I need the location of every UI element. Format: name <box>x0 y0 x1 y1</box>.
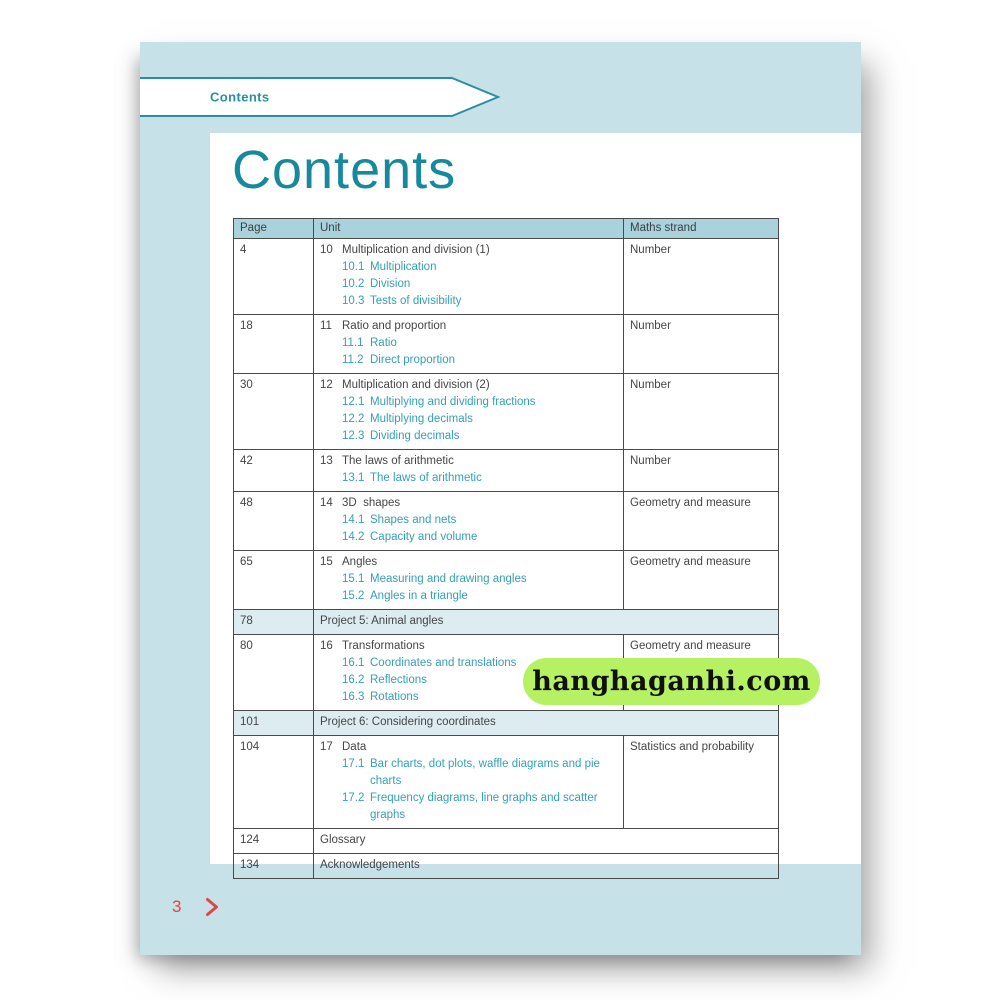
unit-number: 15 <box>320 556 333 568</box>
subsection-number: 12.3 <box>342 430 365 442</box>
subsection-line <box>342 411 617 428</box>
subsection-line <box>342 335 617 352</box>
strand-cell: Geometry and measure <box>624 492 779 551</box>
subsection-number: 13.1 <box>342 472 365 484</box>
contents-banner <box>140 77 502 117</box>
table-row <box>234 551 779 610</box>
subsection-label: Tests of divisibility <box>370 295 462 307</box>
subsection-line <box>342 276 617 293</box>
subsection-label: Dividing decimals <box>370 430 460 442</box>
toc-table <box>233 218 779 879</box>
subsection-number: 10.3 <box>342 295 365 307</box>
subsection-line <box>342 790 617 824</box>
page-cell: 134 <box>234 854 314 879</box>
subsection-label: Rotations <box>370 691 419 703</box>
unit-title: The laws of arithmetic <box>342 455 454 467</box>
subsection-number: 12.2 <box>342 413 365 425</box>
subsection-number: 11.1 <box>342 337 364 349</box>
content-area <box>210 133 861 871</box>
subsection-label: Measuring and drawing angles <box>370 573 527 585</box>
subsection-label: Capacity and volume <box>370 531 478 543</box>
page-cell: 78 <box>234 610 314 635</box>
page-cell: 104 <box>234 736 314 829</box>
project-cell: Project 5: Animal angles <box>314 610 779 635</box>
col-header-page: Page <box>234 219 314 239</box>
subsection-number: 15.2 <box>342 590 365 602</box>
strand-cell: Geometry and measure <box>624 551 779 610</box>
page-cell: 101 <box>234 711 314 736</box>
page-cell: 4 <box>234 239 314 315</box>
page-cell: 65 <box>234 551 314 610</box>
table-row <box>234 854 779 879</box>
watermark-text: hanghaganhi.com <box>532 666 811 697</box>
watermark-badge <box>523 658 820 705</box>
unit-title: Ratio and proportion <box>342 320 447 332</box>
subsection-label: Multiplying decimals <box>370 413 473 425</box>
subsection-line <box>342 470 617 487</box>
table-row <box>234 315 779 374</box>
unit-title: 3D shapes <box>342 497 401 509</box>
subsection-line <box>342 428 617 445</box>
strand-cell: Statistics and probability <box>624 736 779 829</box>
unit-number: 10 <box>320 244 333 256</box>
unit-title: Multiplication and division (1) <box>342 244 490 256</box>
subsection-line <box>342 529 617 546</box>
table-row <box>234 450 779 492</box>
pager <box>172 897 219 917</box>
subsection-line <box>342 756 617 790</box>
subsection-label: Coordinates and translations <box>370 657 517 669</box>
subsection-label: Direct proportion <box>370 354 456 366</box>
project-cell: Project 6: Considering coordinates <box>314 711 779 736</box>
unit-cell <box>314 374 624 450</box>
unit-title: Angles <box>342 556 378 568</box>
unit-title-line <box>320 242 617 259</box>
subsection-line <box>342 352 617 369</box>
unit-cell <box>314 239 624 315</box>
table-row <box>234 374 779 450</box>
table-row <box>234 610 779 635</box>
page-cell: 18 <box>234 315 314 374</box>
subsection-label: Shapes and nets <box>370 514 457 526</box>
col-header-strand: Maths strand <box>624 219 779 239</box>
unit-number: 13 <box>320 455 333 467</box>
page-cell: 80 <box>234 635 314 711</box>
subsection-number: 10.1 <box>342 261 365 273</box>
page-number: 3 <box>172 897 182 916</box>
table-row <box>234 736 779 829</box>
unit-title-line <box>320 377 617 394</box>
page-cell: 42 <box>234 450 314 492</box>
subsection-label: Bar charts, dot plots, waffle diagrams and pie charts <box>370 758 600 787</box>
unit-title-line <box>320 453 617 470</box>
subsection-line <box>342 394 617 411</box>
strand-cell: Number <box>624 239 779 315</box>
subsection-label: Division <box>370 278 411 290</box>
subsection-number: 16.1 <box>342 657 365 669</box>
subsection-label: Multiplication <box>370 261 437 273</box>
unit-number: 14 <box>320 497 333 509</box>
subsection-line <box>342 571 617 588</box>
subsection-number: 17.1 <box>342 758 365 770</box>
subsection-label: Multiplying and dividing fractions <box>370 396 536 408</box>
subsection-line <box>342 259 617 276</box>
page-cell: 48 <box>234 492 314 551</box>
subsection-label: Angles in a triangle <box>370 590 468 602</box>
subsection-line <box>342 588 617 605</box>
unit-cell <box>314 551 624 610</box>
unit-title-line <box>320 739 617 756</box>
subsection-number: 14.2 <box>342 531 365 543</box>
strand-cell: Number <box>624 315 779 374</box>
unit-number: 12 <box>320 379 333 391</box>
page-cell: 30 <box>234 374 314 450</box>
page-cell: 124 <box>234 829 314 854</box>
table-row <box>234 492 779 551</box>
strand-cell: Number <box>624 450 779 492</box>
subsection-number: 16.3 <box>342 691 365 703</box>
banner-ribbon-shape <box>140 77 502 117</box>
strand-cell: Geometry and measure <box>624 635 779 711</box>
book-page <box>140 42 861 955</box>
unit-number: 11 <box>320 320 332 332</box>
header-row <box>234 219 779 239</box>
subsection-line <box>342 512 617 529</box>
subsection-number: 16.2 <box>342 674 365 686</box>
section-cell: Glossary <box>314 829 779 854</box>
unit-title-line <box>320 495 617 512</box>
subsection-number: 17.2 <box>342 792 365 804</box>
table-row <box>234 239 779 315</box>
unit-number: 16 <box>320 640 333 652</box>
unit-cell <box>314 315 624 374</box>
subsection-label: Ratio <box>370 337 397 349</box>
strand-cell: Number <box>624 374 779 450</box>
subsection-number: 11.2 <box>342 354 364 366</box>
section-cell: Acknowledgements <box>314 854 779 879</box>
col-header-unit: Unit <box>314 219 624 239</box>
subsection-number: 12.1 <box>342 396 365 408</box>
table-row <box>234 829 779 854</box>
subsection-number: 10.2 <box>342 278 365 290</box>
unit-title: Transformations <box>342 640 425 652</box>
subsection-label: The laws of arithmetic <box>370 472 482 484</box>
next-page-chevron-icon <box>205 897 219 917</box>
unit-title: Multiplication and division (2) <box>342 379 490 391</box>
subsection-line <box>342 293 617 310</box>
unit-number: 17 <box>320 741 333 753</box>
unit-title-line <box>320 638 617 655</box>
banner-label: Contents <box>210 89 270 105</box>
unit-cell <box>314 492 624 551</box>
unit-title-line <box>320 318 617 335</box>
subsection-label: Reflections <box>370 674 427 686</box>
unit-cell <box>314 450 624 492</box>
unit-title-line <box>320 554 617 571</box>
page-title: Contents <box>232 140 457 200</box>
subsection-number: 14.1 <box>342 514 365 526</box>
unit-cell <box>314 736 624 829</box>
table-row <box>234 711 779 736</box>
subsection-label: Frequency diagrams, line graphs and scatter graphs <box>370 792 598 821</box>
subsection-number: 15.1 <box>342 573 365 585</box>
unit-title: Data <box>342 741 367 753</box>
